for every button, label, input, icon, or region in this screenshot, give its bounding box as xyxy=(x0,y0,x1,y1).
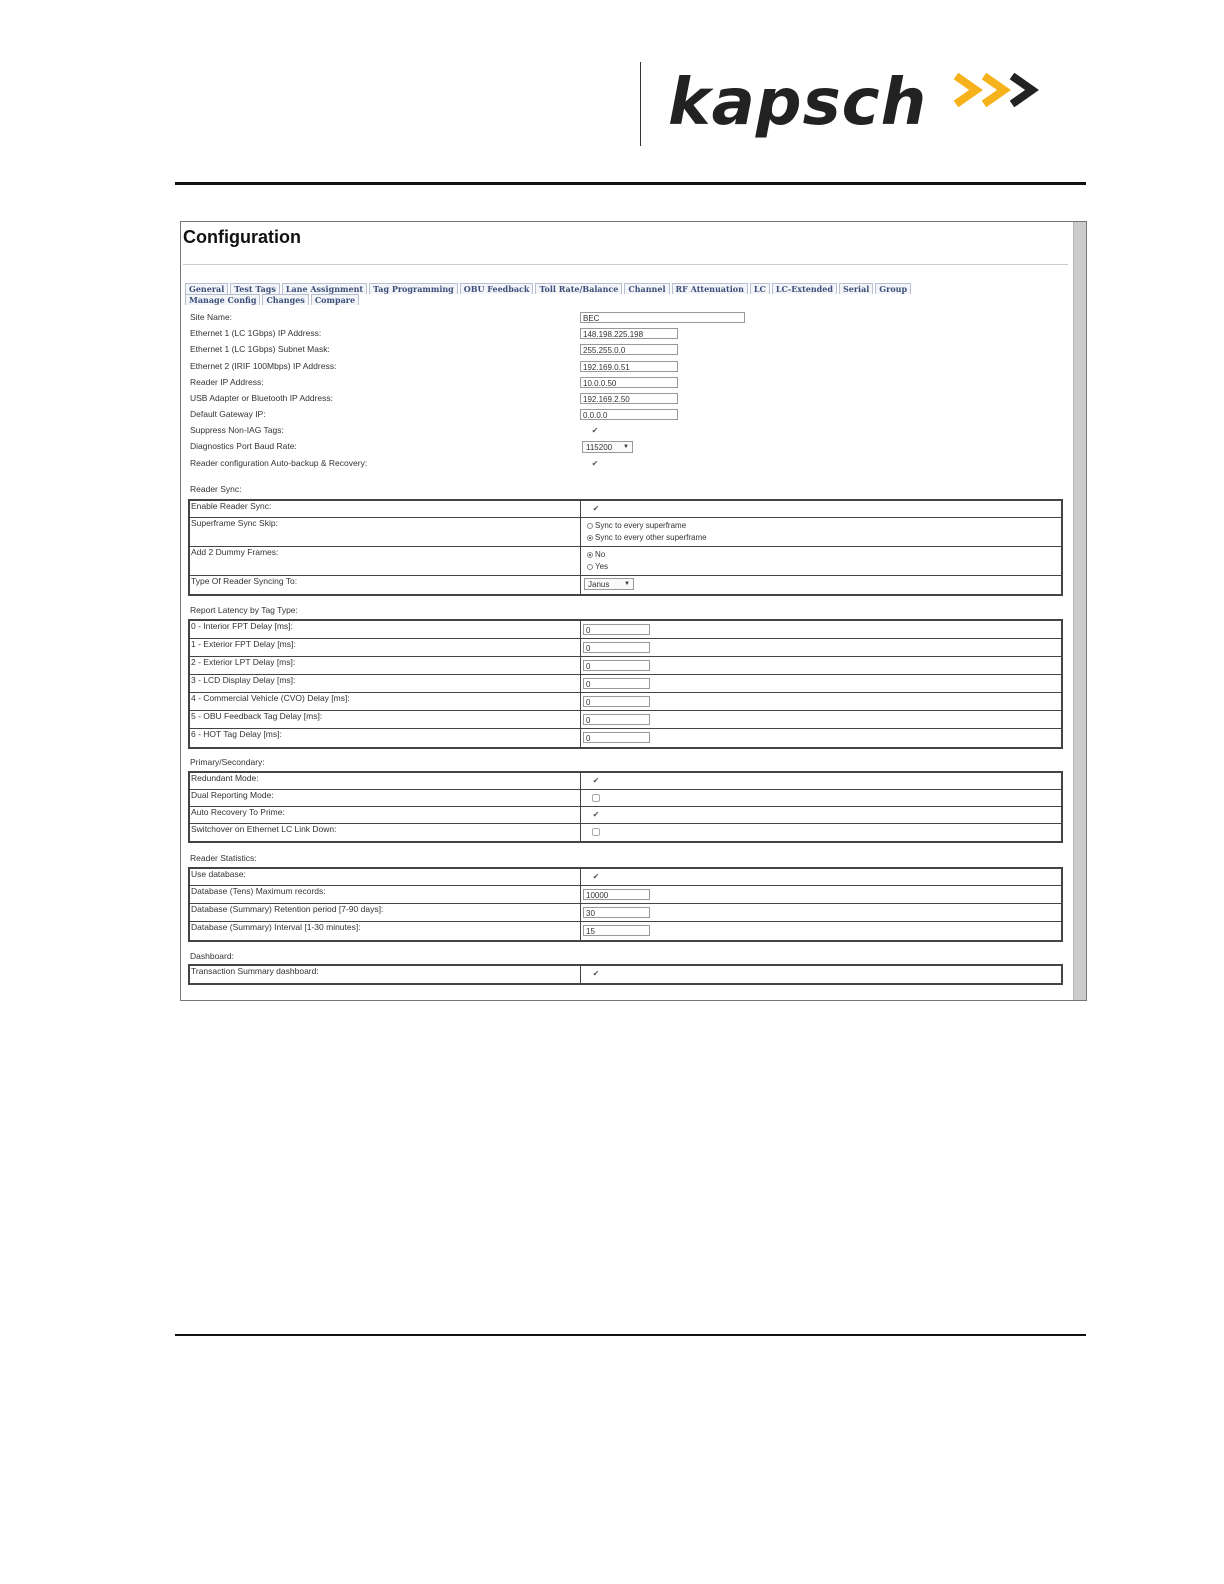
tab-lc-extended[interactable]: LC-Extended xyxy=(772,283,837,294)
logo-wordmark: kapsch xyxy=(668,66,928,140)
tab-channel[interactable]: Channel xyxy=(624,283,669,294)
dropdown-arrow-icon: ▼ xyxy=(624,581,630,587)
latency-input-2[interactable]: 0 xyxy=(583,660,650,671)
tab-changes[interactable]: Changes xyxy=(262,294,308,305)
use-db-checkbox[interactable]: ✔ xyxy=(592,872,600,881)
db-max-input[interactable]: 10000 xyxy=(583,889,650,900)
tab-general[interactable]: General xyxy=(185,283,228,294)
site-name-input[interactable]: BEC xyxy=(580,312,745,323)
enable-sync-checkbox[interactable]: ✔ xyxy=(592,504,600,513)
tab-group[interactable]: Group xyxy=(875,283,911,294)
baud-select-value: 115200 xyxy=(586,443,613,452)
latency-input-6[interactable]: 0 xyxy=(583,732,650,743)
dummy-frames-label: Add 2 Dummy Frames: xyxy=(190,547,581,575)
table-row xyxy=(190,773,1061,790)
table-row xyxy=(190,711,1061,729)
auto-recovery-checkbox[interactable]: ✔ xyxy=(592,810,600,819)
tab-compare[interactable]: Compare xyxy=(311,294,359,305)
sync-type-select[interactable] xyxy=(584,578,634,590)
stats-heading: Reader Statistics: xyxy=(190,853,257,863)
reader-sync-table xyxy=(188,499,1063,596)
latency-input-3[interactable]: 0 xyxy=(583,678,650,689)
primary-table xyxy=(188,771,1063,843)
tab-manage-config[interactable]: Manage Config xyxy=(185,294,260,305)
eth1-ip-label: Ethernet 1 (LC 1Gbps) IP Address: xyxy=(190,328,322,338)
radio-icon xyxy=(587,564,593,570)
latency-heading: Report Latency by Tag Type: xyxy=(190,605,298,615)
latency-label-0: 0 - Interior FPT Delay [ms]: xyxy=(190,621,581,638)
dashboard-table xyxy=(188,964,1063,985)
tab-lane-assignment[interactable]: Lane Assignment xyxy=(282,283,367,294)
table-row xyxy=(190,675,1061,693)
latency-label-3: 3 - LCD Display Delay [ms]: xyxy=(190,675,581,692)
eth2-ip-label: Ethernet 2 (IRIF 100Mbps) IP Address: xyxy=(190,361,337,371)
dual-checkbox[interactable] xyxy=(592,794,600,802)
table-row xyxy=(190,501,1061,518)
vertical-scrollbar[interactable] xyxy=(1073,222,1086,1000)
site-name-label: Site Name: xyxy=(190,312,233,322)
db-retention-label: Database (Summary) Retention period [7-90 days]: xyxy=(190,904,581,921)
tab-bar xyxy=(185,283,975,305)
title-divider xyxy=(183,264,1068,265)
table-row xyxy=(190,639,1061,657)
table-row xyxy=(190,576,1061,594)
gateway-input[interactable]: 0.0.0.0 xyxy=(580,409,678,420)
usb-ip-input[interactable]: 192.169.2.50 xyxy=(580,393,678,404)
configuration-screenshot xyxy=(180,221,1087,1001)
table-row xyxy=(190,621,1061,639)
tab-tag-programming[interactable]: Tag Programming xyxy=(369,283,458,294)
autobackup-checkbox[interactable]: ✔ xyxy=(591,459,599,468)
summary-dashboard-label: Transaction Summary dashboard: xyxy=(190,966,581,983)
logo-divider xyxy=(640,62,641,146)
summary-dashboard-checkbox[interactable]: ✔ xyxy=(592,969,600,978)
dual-label: Dual Reporting Mode: xyxy=(190,790,581,806)
primary-heading: Primary/Secondary: xyxy=(190,757,265,767)
usb-ip-label: USB Adapter or Bluetooth IP Address: xyxy=(190,393,334,403)
radio-selected-icon xyxy=(587,552,593,558)
tab-obu-feedback[interactable]: OBU Feedback xyxy=(460,283,534,294)
tab-toll-rate-balance[interactable]: Toll Rate/Balance xyxy=(535,283,622,294)
kapsch-logo xyxy=(668,66,1088,146)
eth1-ip-input[interactable]: 148.198.225.198 xyxy=(580,328,678,339)
latency-input-0[interactable]: 0 xyxy=(583,624,650,635)
table-row xyxy=(190,824,1061,841)
gateway-label: Default Gateway IP: xyxy=(190,409,266,419)
baud-label: Diagnostics Port Baud Rate: xyxy=(190,441,297,451)
table-row xyxy=(190,729,1061,747)
skip-option-every[interactable]: Sync to every superframe xyxy=(582,520,1061,532)
redundant-checkbox[interactable]: ✔ xyxy=(592,776,600,785)
tab-lc[interactable]: LC xyxy=(750,283,770,294)
table-row xyxy=(190,693,1061,711)
radio-icon xyxy=(587,523,593,529)
eth1-mask-input[interactable]: 255.255.0.0 xyxy=(580,344,678,355)
reader-sync-heading: Reader Sync: xyxy=(190,484,242,494)
table-row xyxy=(190,922,1061,940)
baud-select[interactable] xyxy=(582,441,633,453)
latency-label-4: 4 - Commercial Vehicle (CVO) Delay [ms]: xyxy=(190,693,581,710)
table-row xyxy=(190,790,1061,807)
skip-option-other[interactable]: Sync to every other superframe xyxy=(582,532,1061,544)
eth2-ip-input[interactable]: 192.169.0.51 xyxy=(580,361,678,372)
dropdown-arrow-icon: ▼ xyxy=(623,444,629,450)
dashboard-heading: Dashboard: xyxy=(190,951,234,961)
chevron-logo-icon xyxy=(952,68,1072,118)
db-interval-label: Database (Summary) Interval [1-30 minutes]: xyxy=(190,922,581,940)
table-row xyxy=(190,966,1061,983)
latency-input-1[interactable]: 0 xyxy=(583,642,650,653)
tab-test-tags[interactable]: Test Tags xyxy=(230,283,280,294)
tab-serial[interactable]: Serial xyxy=(839,283,873,294)
redundant-label: Redundant Mode: xyxy=(190,773,581,789)
db-retention-input[interactable]: 30 xyxy=(583,907,650,918)
table-row xyxy=(190,869,1061,886)
latency-label-6: 6 - HOT Tag Delay [ms]: xyxy=(190,729,581,747)
header-rule xyxy=(175,182,1086,185)
suppress-checkbox[interactable]: ✔ xyxy=(591,426,599,435)
stats-table xyxy=(188,867,1063,942)
table-row xyxy=(190,904,1061,922)
footer-rule xyxy=(175,1334,1086,1336)
table-row xyxy=(190,886,1061,904)
latency-label-2: 2 - Exterior LPT Delay [ms]: xyxy=(190,657,581,674)
eth1-mask-label: Ethernet 1 (LC 1Gbps) Subnet Mask: xyxy=(190,344,330,354)
latency-table xyxy=(188,619,1063,749)
latency-input-5[interactable]: 0 xyxy=(583,714,650,725)
use-db-label: Use database: xyxy=(190,869,581,885)
dummy-option-yes[interactable]: Yes xyxy=(582,561,1061,573)
latency-input-4[interactable]: 0 xyxy=(583,696,650,707)
table-row xyxy=(190,657,1061,675)
db-max-label: Database (Tens) Maximum records: xyxy=(190,886,581,903)
superframe-skip-label: Superframe Sync Skip: xyxy=(190,518,581,546)
table-row xyxy=(190,807,1061,824)
table-row xyxy=(190,518,1061,547)
enable-sync-label: Enable Reader Sync: xyxy=(190,501,581,517)
table-row xyxy=(190,547,1061,576)
page-title: Configuration xyxy=(183,227,301,247)
dummy-option-no[interactable]: No xyxy=(582,549,1061,561)
db-interval-input[interactable]: 15 xyxy=(583,925,650,936)
suppress-label: Suppress Non-IAG Tags: xyxy=(190,425,284,435)
latency-label-5: 5 - OBU Feedback Tag Delay [ms]: xyxy=(190,711,581,728)
tab-rf-attenuation[interactable]: RF Attenuation xyxy=(672,283,748,294)
switchover-label: Switchover on Ethernet LC Link Down: xyxy=(190,824,581,841)
reader-ip-input[interactable]: 10.0.0.50 xyxy=(580,377,678,388)
sync-type-value: Janus xyxy=(588,580,610,589)
latency-label-1: 1 - Exterior FPT Delay [ms]: xyxy=(190,639,581,656)
radio-selected-icon xyxy=(587,535,593,541)
sync-type-label: Type Of Reader Syncing To: xyxy=(190,576,581,594)
auto-recovery-label: Auto Recovery To Prime: xyxy=(190,807,581,823)
switchover-checkbox[interactable] xyxy=(592,828,600,836)
autobackup-label: Reader configuration Auto-backup & Recovery: xyxy=(190,458,368,468)
reader-ip-label: Reader IP Address: xyxy=(190,377,264,387)
